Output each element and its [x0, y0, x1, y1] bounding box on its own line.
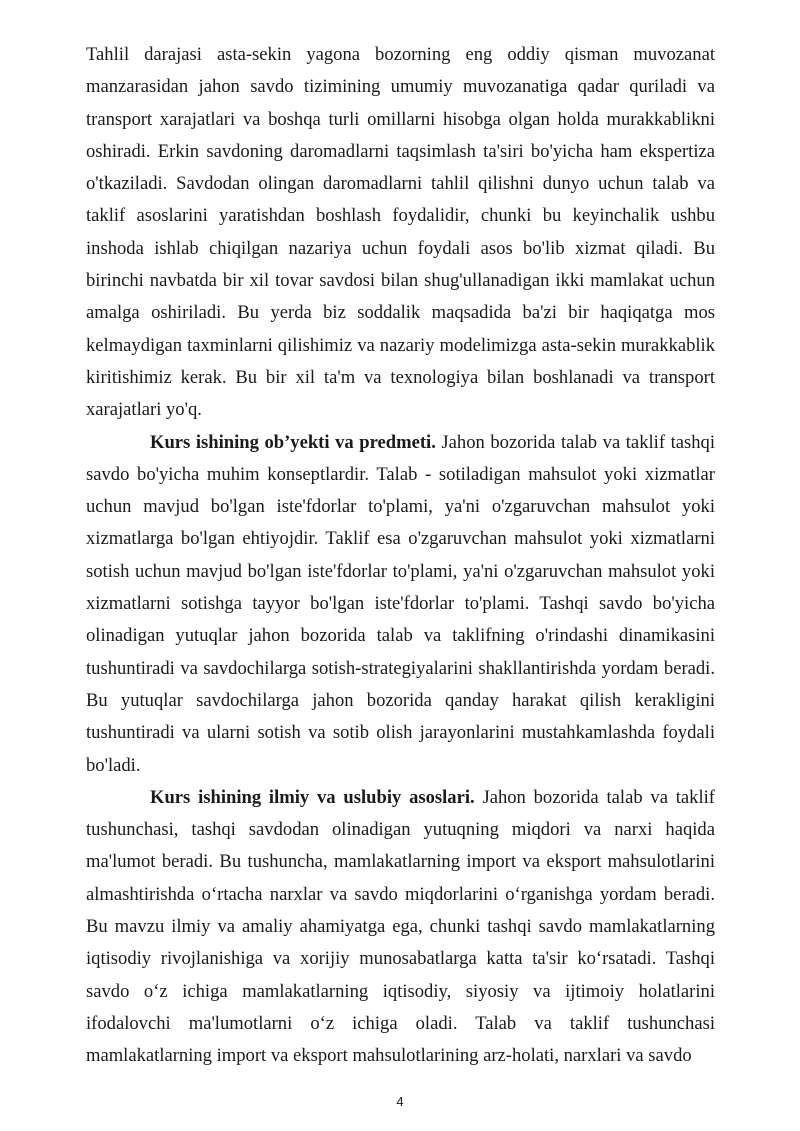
paragraph-object-subject-text: Jahon bozorida talab va taklif tashqi savdo bo'yicha muhim konseptlardir. Talab - sotiladigan mahsulot yoki xizmatlar uchun mavjud bo'lgan iste'fdorlar to'plami, ya'ni o'zgaruvchan mahsulot yoki xizmatlarga bo'lgan ehtiyojdir. Taklif esa o'zgaruvchan mahsulot yoki xizmatlarni sotish uchun mavjud bo'lgan iste'fdorlar to'plami, ya'ni o'zgaruvchan mahsulot yoki xizmatlarni sotishga tayyor bo'lgan iste'fdorlar to'plami. Tashqi savdo bo'yicha olinadigan yutuqlar jahon bozorida talab va taklifning o'rindashi dinamikasini tushuntiradi va savdochilarga sotish-strategiyalarini shakllantirishda yordam beradi. Bu yutuqlar savdochilarga jahon bozorida qanday harakat qilish kerakligini tushuntiradi va ularni sotish va sotib olish jarayonlarini mustahkamlashda foydali bo'ladi.: [86, 431, 715, 776]
section-heading-scientific-basis: Kurs ishining ilmiy va uslubiy asoslari.: [150, 786, 475, 808]
paragraph-intro-text: Tahlil darajasi asta-sekin yagona bozorning eng oddiy qisman muvozanat manzarasidan jahon savdo tizimining umumiy muvozanatiga qadar quriladi va transport xarajatlari va boshqa turli omillarni hisobga olgan holda murakkablikni oshiradi. Erkin savdoning daromadlarni taqsimlash ta'siri bo'yicha ham ekspertiza o'tkaziladi. Savdodan olingan daromadlarni tahlil qilishni dunyo uchun talab va taklif asoslarini yaratishdan boshlash foydalidir, chunki bu keyinchalik ushbu inshoda ishlab chiqilgan nazariya uchun foydali asos bo'lib xizmat qiladi. Bu birinchi navbatda bir xil tovar savdosi bilan shug'ullanadigan ikki mamlakat uchun amalga oshiriladi. Bu yerda biz soddalik maqsadida ba'zi bir haqiqatga mos kelmaydigan taxminlarni qilishimiz va nazariy modelimizga asta-sekin murakkablik kiritishimiz kerak. Bu bir xil ta'm va texnologiya bilan boshlanadi va transport xarajatlari yo'q.: [86, 44, 715, 421]
section-heading-object-subject: Kurs ishining ob’yekti va predmeti.: [150, 431, 436, 453]
paragraph-intro: [86, 39, 715, 427]
paragraph-scientific-basis: [86, 782, 715, 1073]
document-page: [86, 39, 715, 1073]
paragraph-object-subject: [86, 427, 715, 782]
page-number: 4: [396, 1094, 404, 1109]
paragraph-scientific-basis-text: Jahon bozorida talab va taklif tushunchasi, tashqi savdodan olinadigan yutuqning miqdori va narxi haqida ma'lumot beradi. Bu tushuncha, mamlakatlarning import va eksport mahsulotlarini almashtirishda o‘rtacha narxlar va savdo miqdorlarini o‘rganishga yordam beradi. Bu mavzu ilmiy va amaliy ahamiyatga ega, chunki tashqi savdo mamlakatlarning iqtisodiy rivojlanishiga va xorijiy munosabatlarga katta ta'sir ko‘rsatadi. Tashqi savdo o‘z ichiga mamlakatlarning iqtisodiy, siyosiy va ijtimoiy holatlarini ifodalovchi ma'lumotlarni o‘z ichiga oladi. Talab va taklif tushunchasi mamlakatlarning import va eksport mahsulotlarining arz-holati, narxlari va savdo: [86, 786, 715, 1067]
